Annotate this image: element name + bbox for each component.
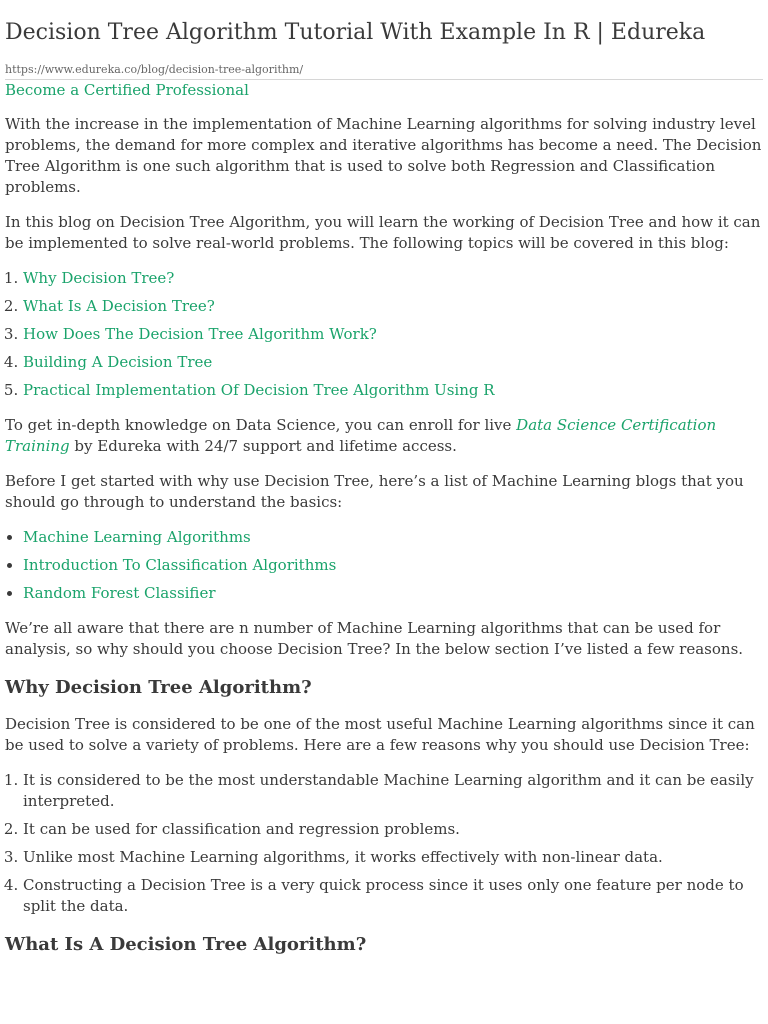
list-item bbox=[23, 324, 763, 345]
aware-paragraph: We’re all aware that there are n number of Machine Learning algorithms that can be used for analysis, so why should you choose Decision Tree? In the below section I’ve listed a few reasons. bbox=[5, 619, 744, 658]
list-item bbox=[23, 380, 763, 401]
list-item bbox=[23, 352, 763, 373]
list-item bbox=[23, 555, 763, 576]
list-item: 4. Constructing a Decision Tree is a very quick process since it uses only one feature per node to split the data. bbox=[23, 875, 763, 917]
list-item bbox=[23, 527, 763, 548]
intro-paragraph-2: In this blog on Decision Tree Algorithm, you will learn the working of Decision Tree and how it can be implemented to solve real-world problems. The following topics will be covered in this blog: bbox=[5, 213, 761, 252]
blogs-intro-paragraph: Before I get started with why use Decision Tree, here’s a list of Machine Learning blogs that you should go through to understand the basics: bbox=[5, 472, 744, 511]
reasons-list bbox=[5, 770, 763, 917]
list-item: 2. It can be used for classification and regression problems. bbox=[23, 819, 763, 840]
blog-link-classification[interactable]: Introduction To Classification Algorithms bbox=[23, 556, 337, 574]
list-item: 3. Unlike most Machine Learning algorithms, it works effectively with non-linear data. bbox=[23, 847, 763, 868]
list-item: 1. It is considered to be the most understandable Machine Learning algorithm and it can be easily interpreted. bbox=[23, 770, 763, 812]
page-url: https://www.edureka.co/blog/decision-tree-algorithm/ bbox=[5, 63, 763, 80]
section-heading-what: What Is A Decision Tree Algorithm? bbox=[5, 934, 367, 955]
become-certified-link[interactable]: Become a Certified Professional bbox=[5, 81, 249, 99]
section-why-paragraph: Decision Tree is considered to be one of the most useful Machine Learning algorithms since it can be used to solve a variety of problems. Here are a few reasons why you should use Decision Tree: bbox=[5, 715, 755, 754]
list-item bbox=[23, 583, 763, 604]
topic-link-building[interactable]: Building A Decision Tree bbox=[23, 353, 213, 371]
topic-link-how-it-works[interactable]: How Does The Decision Tree Algorithm Work? bbox=[23, 325, 377, 343]
list-item bbox=[23, 296, 763, 317]
blog-link-ml-algorithms[interactable]: Machine Learning Algorithms bbox=[23, 528, 251, 546]
blog-link-random-forest[interactable]: Random Forest Classifier bbox=[23, 584, 216, 602]
list-item bbox=[23, 268, 763, 289]
blogs-list bbox=[5, 527, 763, 604]
topic-link-what-is-decision-tree[interactable]: What Is A Decision Tree? bbox=[23, 297, 215, 315]
page-title: Decision Tree Algorithm Tutorial With Example In R | Edureka bbox=[5, 20, 706, 45]
enroll-text-before: To get in-depth knowledge on Data Science, you can enroll for live bbox=[5, 416, 517, 434]
data-science-training-label: Data Science Certification Training bbox=[5, 416, 717, 455]
enroll-text-after: by Edureka with 24/7 support and lifetime access. bbox=[69, 437, 457, 455]
intro-paragraph-1: With the increase in the implementation of Machine Learning algorithms for solving industry level problems, the demand for more complex and iterative algorithms has become a need. The Decision Tree Algorithm is one such algorithm that is used to solve both Regression and Classification problems. bbox=[5, 115, 762, 196]
topic-link-why-decision-tree[interactable]: Why Decision Tree? bbox=[23, 269, 175, 287]
enroll-paragraph bbox=[5, 415, 763, 457]
topics-list bbox=[5, 268, 763, 401]
section-heading-why: Why Decision Tree Algorithm? bbox=[5, 677, 312, 698]
topic-link-practical-implementation[interactable]: Practical Implementation Of Decision Tree Algorithm Using R bbox=[23, 381, 495, 399]
